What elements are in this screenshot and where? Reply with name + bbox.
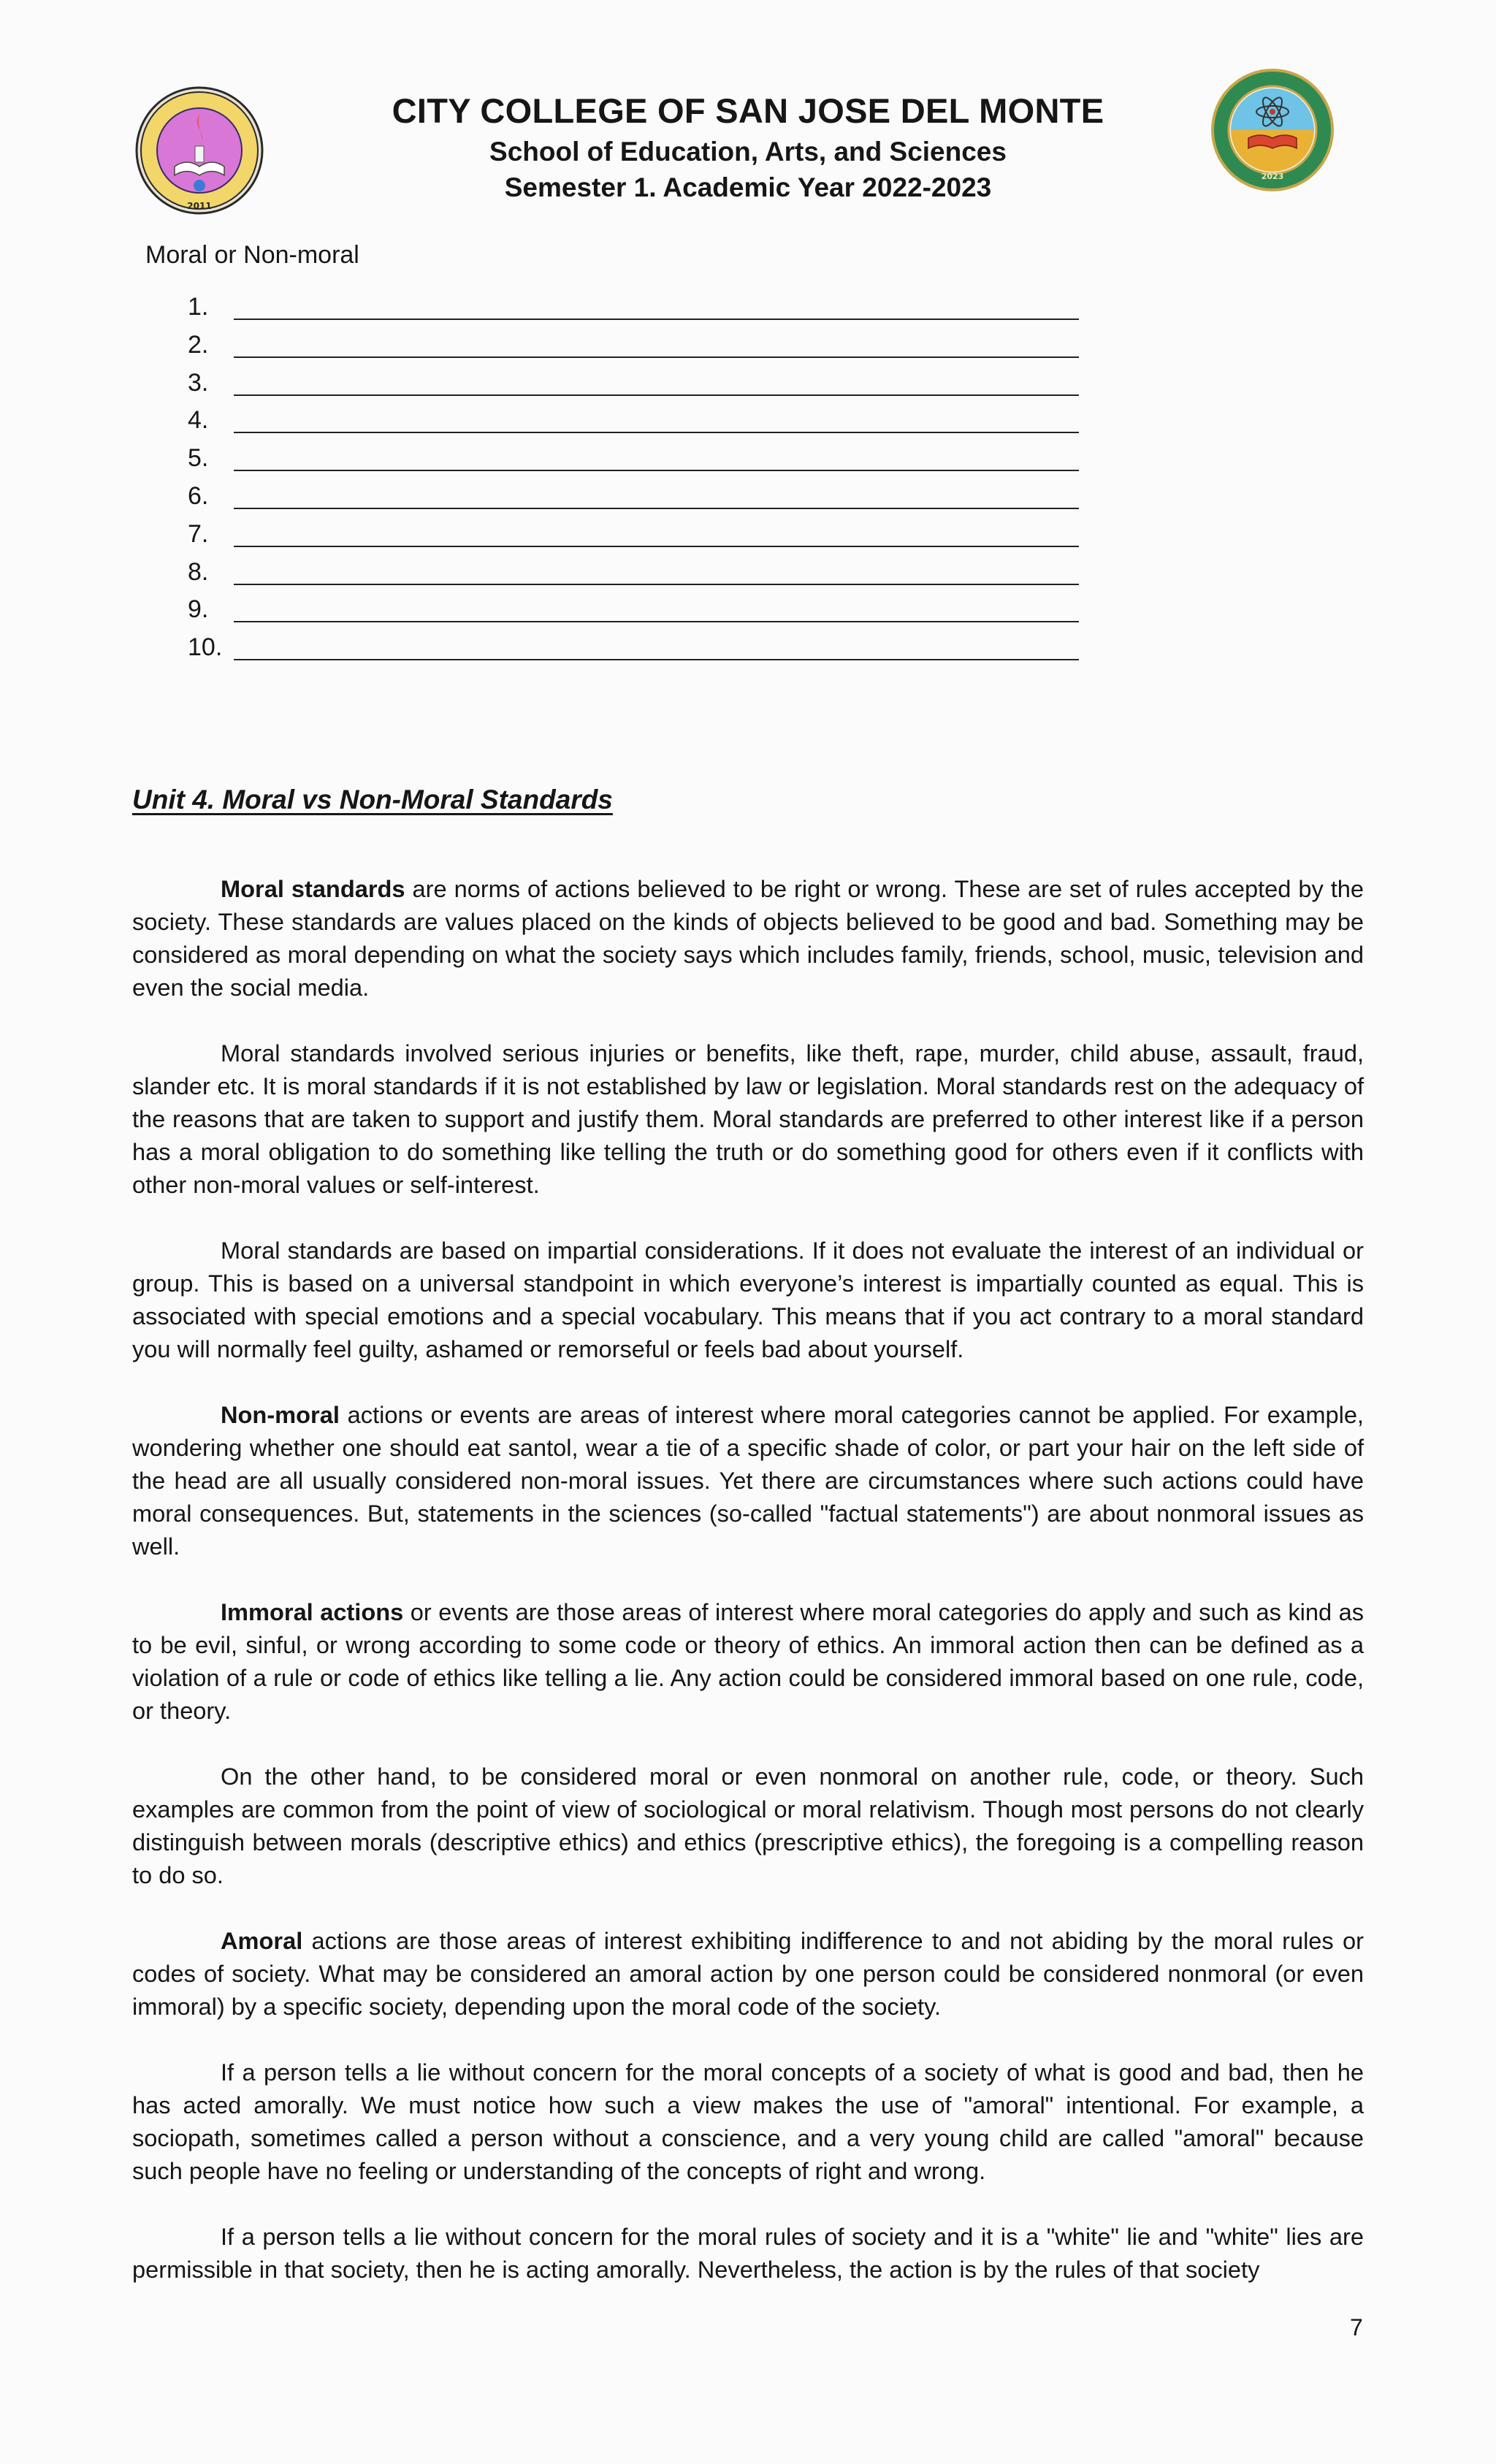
answer-blank[interactable] [234,432,1079,433]
answer-number: 5. [188,444,209,473]
bold-term: Amoral [221,1927,303,1954]
answer-number: 6. [188,481,209,510]
svg-text:2023: 2023 [1261,172,1284,181]
paragraph [132,1760,1364,1891]
paragraph [132,2220,1364,2286]
page-number: 7 [1350,2314,1363,2341]
answer-number: 9. [188,595,209,624]
paragraph-text: Moral standards involved serious injuries or benefits, like theft, rape, murder, child abuse, assault, fraud, slander etc. It is moral standards if it is not established by law or legislation. Moral standards rest on the adequacy of the reasons that are taken to support and justify them. Moral standards are preferred to other interest like if a person has a moral obligation to do something like telling the truth or do something good for others even if it conflicts with other non-moral values or self-interest. [132,1040,1364,1198]
answer-blank[interactable] [234,394,1079,396]
answer-number: 1. [188,293,209,321]
answer-number: 4. [188,406,209,435]
bold-term: Immoral actions [221,1598,404,1625]
school-subtitle: School of Education, Arts, and Sciences [489,137,1007,167]
paragraph-text: actions or events are areas of interest where moral categories cannot be applied. For example, wondering whether one should eat santol, wear a tie of a specific shade of color, or part your hair on the left side of the head are all usually considered non-moral issues. Yet there are circumstances where such actions could have moral consequences. But, statements in the sciences (so-called "factual statements") are about nonmoral issues as well. [132,1401,1364,1560]
bold-term: Moral standards [221,875,405,902]
paragraph [132,1924,1364,2023]
paragraph [132,1234,1364,1365]
paragraph-text: or events are those areas of interest where moral categories do apply and such as kind as to be evil, sinful, or wrong according to some code or theory of ethics. An immoral action then can be defined as a violation of a rule or code of ethics like telling a lie. Any action could be considered immoral based on one rule, code, or theory. [132,1598,1365,1724]
answer-blank[interactable] [234,470,1079,471]
answer-number: 7. [188,519,209,548]
paragraph [132,2056,1364,2187]
answer-blank[interactable] [234,584,1079,585]
bold-term: Non-moral [221,1401,340,1428]
paragraph-text: are norms of actions believed to be right or wrong. These are set of rules accepted by the society. These standards are values placed on the kinds of objects believed to be good and bad. Something may be considered as moral depending on what the society says which includes family, friends, school, music, television and even the social media. [132,875,1365,1001]
paragraph [132,1398,1364,1563]
answer-number: 8. [188,557,209,586]
answer-blank[interactable] [234,319,1079,320]
answer-number: 2. [188,330,209,359]
paragraph [132,1595,1364,1727]
answer-number: 10. [188,633,223,662]
paragraph [132,1037,1364,1201]
answer-blank[interactable] [234,621,1079,622]
college-title: CITY COLLEGE OF SAN JOSE DEL MONTE [392,91,1104,130]
answer-blank[interactable] [234,356,1079,358]
answer-number: 3. [188,368,209,397]
svg-text:2011: 2011 [187,201,212,211]
unit-heading: Unit 4. Moral vs Non-Moral Standards [132,785,613,815]
answer-blank[interactable] [234,508,1079,509]
paragraph-text: If a person tells a lie without concern for the moral rules of society and it is a "white" lie and "white" lies are permissible in that society, then he is acting amorally. Nevertheless, the action is by the rules of that society [132,2223,1364,2283]
paragraph-text: If a person tells a lie without concern for the moral concepts of a society of what is good and bad, then he has acted amorally. We must notice how such a view makes the use of "amoral" intentional. For example, a sociopath, sometimes called a person without a conscience, and a very young child are called "amoral" because such people have no feeling or understanding of the concepts of right and wrong. [132,2059,1364,2184]
paragraph [132,872,1364,1004]
body-text [132,872,1364,2319]
answer-blank[interactable] [234,659,1079,660]
paragraph-text: On the other hand, to be considered moral or even nonmoral on another rule, code, or theory. Such examples are common from the point of view of sociological or moral relativism. Though most persons do not clearly distinguish between morals (descriptive ethics) and ethics (prescriptive ethics), the foregoing is a compelling reason to do so. [132,1763,1364,1888]
paragraph-text: Moral standards are based on impartial considerations. If it does not evaluate the interest of an individual or group. This is based on a universal standpoint in which everyone’s interest is impartially counted as equal. This is associated with special emotions and a special vocabulary. This means that if you act contrary to a moral standard you will normally feel guilty, ashamed or remorseful or feels bad about yourself. [132,1237,1364,1362]
answer-blank[interactable] [234,546,1079,547]
exercise-label: Moral or Non-moral [145,241,359,269]
semester-line: Semester 1. Academic Year 2022-2023 [504,172,992,202]
paragraph-text: actions are those areas of interest exhibiting indifference to and not abiding by the moral rules or codes of society. What may be considered an amoral action by one person could be considered nonmoral (or even immoral) by a specific society, depending upon the moral code of the society. [132,1927,1364,2020]
